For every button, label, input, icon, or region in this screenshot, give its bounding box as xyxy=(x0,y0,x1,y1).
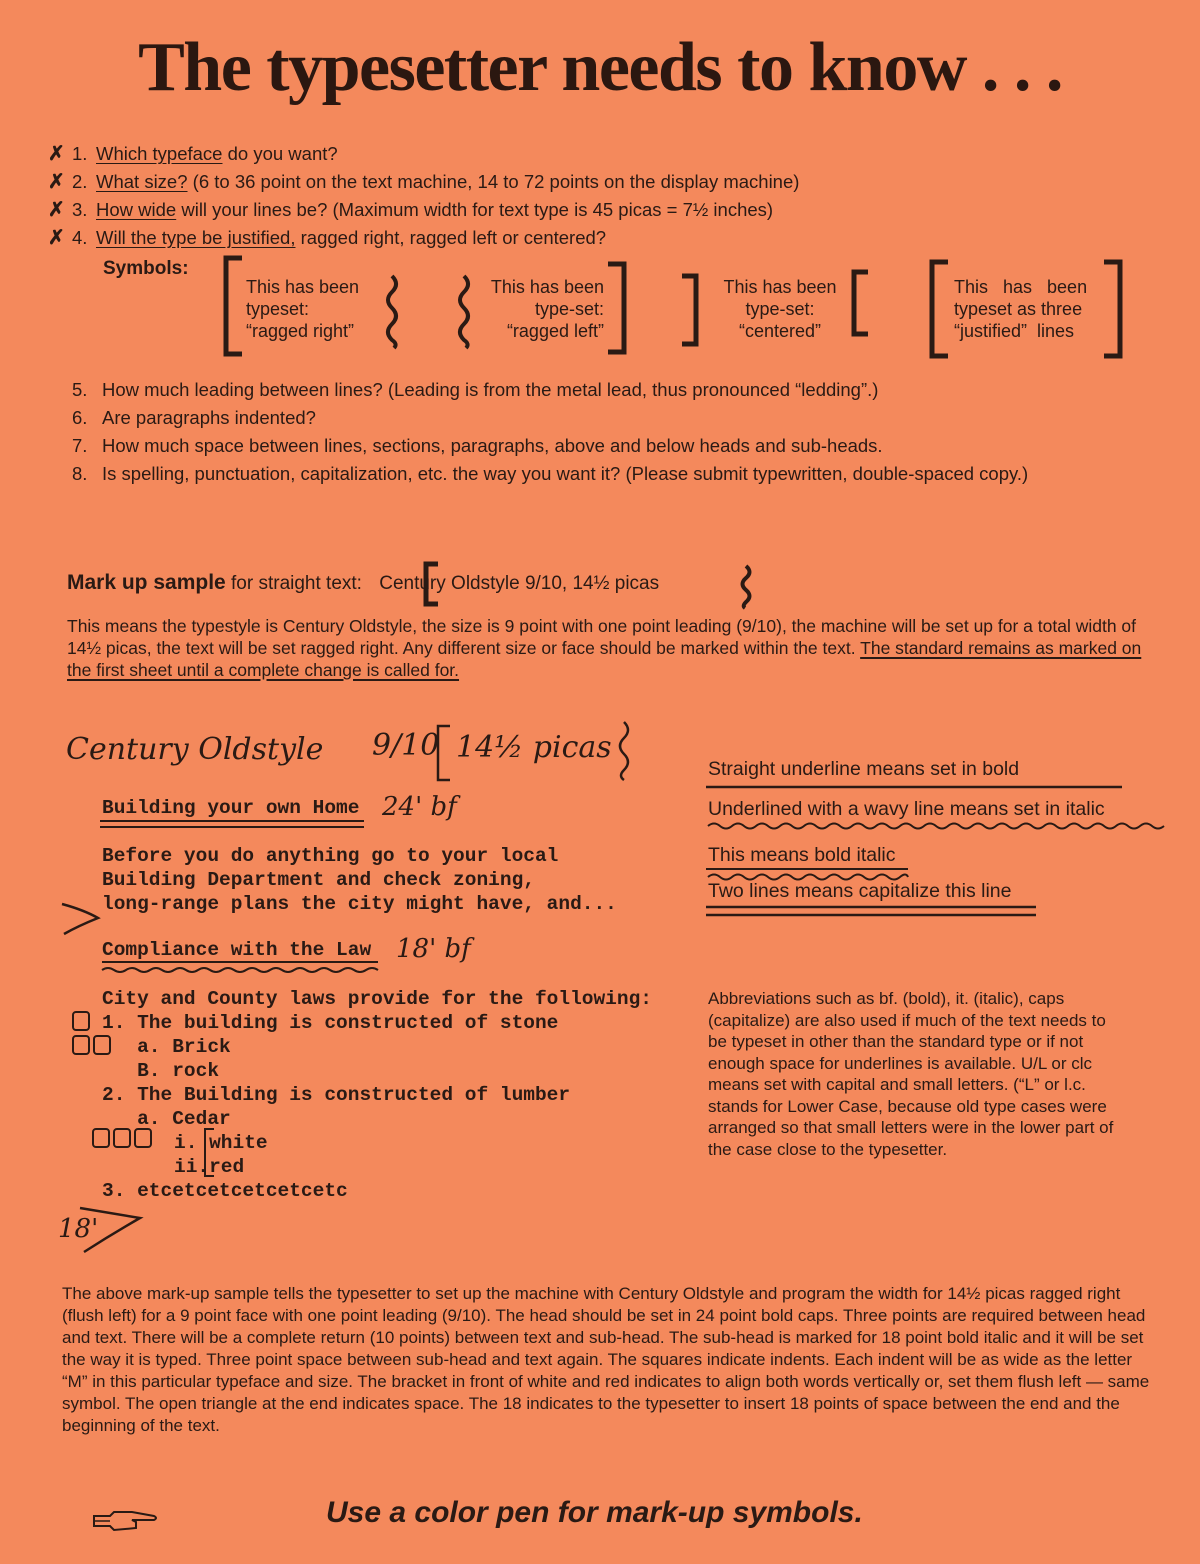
wavy-bracket-icon xyxy=(736,562,756,610)
open-triangle-mark xyxy=(76,1200,146,1256)
sample-list-2a: a. Cedar xyxy=(102,1108,231,1130)
symbols-label: Symbols: xyxy=(103,258,189,279)
question-4: ✗ 4. Will the type be justified, ragged right, ragged left or centered? xyxy=(48,227,607,249)
sample-intro: City and County laws provide for the following: xyxy=(102,988,652,1010)
check-mark-icon: ✗ xyxy=(48,143,65,165)
straight-underline-mark xyxy=(706,784,1126,790)
handwritten-width-spec: 14½ picas xyxy=(456,730,612,765)
question-5: 5. How much leading between lines? (Leading is from the metal lead, thus pronounced “ledding”.) xyxy=(72,379,879,400)
check-mark-icon: ✗ xyxy=(48,171,65,193)
wavy-bracket-icon xyxy=(380,272,404,350)
close-bracket-icon xyxy=(676,270,704,350)
wavy-underline-mark xyxy=(100,958,382,976)
wavy-bracket-icon xyxy=(614,718,636,784)
footer-instruction: Use a color pen for mark-up symbols. xyxy=(326,1496,863,1529)
handwritten-typeface-spec: Century Oldstyle xyxy=(66,732,324,767)
check-mark-icon: ✗ xyxy=(48,227,65,249)
sample-list-1a: a. Brick xyxy=(102,1036,231,1058)
legend-caps: Two lines means capitalize this line xyxy=(708,880,1012,902)
sample-subhead: Compliance with the Law xyxy=(102,939,372,961)
double-underline-mark xyxy=(100,818,368,830)
sample-list-2: 2. The Building is constructed of lumber xyxy=(102,1084,571,1106)
align-bracket-mark xyxy=(200,1126,216,1180)
pointing-hand-icon xyxy=(92,1508,160,1534)
ragged-left-sample: This has been type-set: “ragged left” xyxy=(490,277,604,341)
sample-list-3: 3. etcetcetcetcetcetc xyxy=(102,1180,348,1202)
centered-sample: This has been type-set: “centered” xyxy=(723,277,837,341)
question-2: ✗ 2. What size? (6 to 36 point on the text machine, 14 to 72 points on the display machine) xyxy=(48,171,800,193)
page-title: The typesetter needs to know . . . xyxy=(138,29,1062,106)
check-mark-icon: ✗ xyxy=(48,199,65,221)
indent-squares xyxy=(72,1035,114,1055)
sample-list-1b: B. rock xyxy=(102,1060,220,1082)
question-3: ✗ 3. How wide will your lines be? (Maximum width for text type is 45 picas = 7½ inches) xyxy=(48,199,774,221)
legend-bold: Straight underline means set in bold xyxy=(708,758,1020,780)
sample-paragraph: Before you do anything go to your local Building Department and check zoning, long-range plans the city might have, and... xyxy=(102,845,617,915)
legend-bold-italic: This means bold italic xyxy=(708,844,896,866)
justified-sample: This has been typeset as three “justified” lines xyxy=(954,277,1088,341)
double-underline-mark xyxy=(706,904,1040,918)
subhead-size-mark: 18' bf xyxy=(396,934,471,964)
head-size-mark: 24' bf xyxy=(382,792,457,822)
question-8: 8. Is spelling, punctuation, capitalization, etc. the way you want it? (Please submit typewritten, double-spaced copy.) xyxy=(72,463,1029,484)
indent-squares xyxy=(92,1128,155,1148)
close-bracket-icon xyxy=(602,258,632,358)
space-mark: 18' xyxy=(58,1214,99,1244)
markup-explanation: This means the typestyle is Century Oldstyle, the size is 9 point with one point leading (9/10), the machine will be set up for a total width of 14½ picas, the text will be set ragged right. Any different size or face should be marked within the text. The standard remains as marked on the first sheet until a complete change is called for. xyxy=(67,616,1142,680)
handwritten-size-spec: 9/10 xyxy=(372,728,440,763)
sample-list-2a-ii: ii.red xyxy=(174,1156,245,1178)
ragged-right-sample: This has been typeset: “ragged right” xyxy=(246,277,360,341)
open-bracket-icon xyxy=(432,722,454,784)
question-7: 7. How much space between lines, sections, paragraphs, above and below heads and sub-heads. xyxy=(72,435,883,456)
open-bracket-icon xyxy=(924,256,954,362)
open-bracket-icon xyxy=(218,252,248,362)
abbreviations-note: Abbreviations such as bf. (bold), it. (italic), caps (capitalize) are also used if much of the text needs to be typeset in other than the standard type or if not enough space for underlines is available. U/L or clc means set with capital and small letters. (“L” or l.c. stands for Lower Case, because old type cases were arranged so that small letters were in the lower part of the case close to the typesetter. xyxy=(708,989,1114,1159)
sample-head: Building your own Home xyxy=(102,797,360,819)
return-arrow-mark xyxy=(58,890,104,940)
markup-sample-explanation: The above mark-up sample tells the typesetter to set up the machine with Century Oldstyle and program the width for 14½ picas ragged right (flush left) for a 9 point face with one point leading (9/10). The head should be set in 24 point bold caps. Three points are required between head and text. There will be a complete return (10 points) between text and sub-head. The sub-head is marked for 18 point bold italic and it will be set the way it is typed. Three point space between sub-head and text again. The squares indicate indents. Each indent will be as wide as the letter “M” in this particular typeface and size. The bracket in front of white and red indicates to align both words vertically or, set them flush left — same symbol. The open triangle at the end indicates space. The 18 indicates to the typesetter to insert 18 points of space between the end and the beginning of the text. xyxy=(62,1284,1150,1435)
question-6: 6. Are paragraphs indented? xyxy=(72,407,316,428)
open-bracket-icon xyxy=(846,266,874,340)
legend-italic: Underlined with a wavy line means set in italic xyxy=(708,798,1105,820)
sample-list-2a-i: i. white xyxy=(174,1132,268,1154)
wavy-underline-mark xyxy=(706,820,1166,832)
close-bracket-icon xyxy=(1098,256,1128,362)
markup-heading: Mark up sample for straight text: Century Oldstyle 9/10, 14½ picas xyxy=(67,571,660,594)
open-bracket-icon xyxy=(418,560,444,610)
question-1: ✗ 1. Which typeface do you want? xyxy=(48,143,338,165)
indent-squares xyxy=(72,1011,93,1031)
sample-list-1: 1. The building is constructed of stone xyxy=(102,1012,559,1034)
